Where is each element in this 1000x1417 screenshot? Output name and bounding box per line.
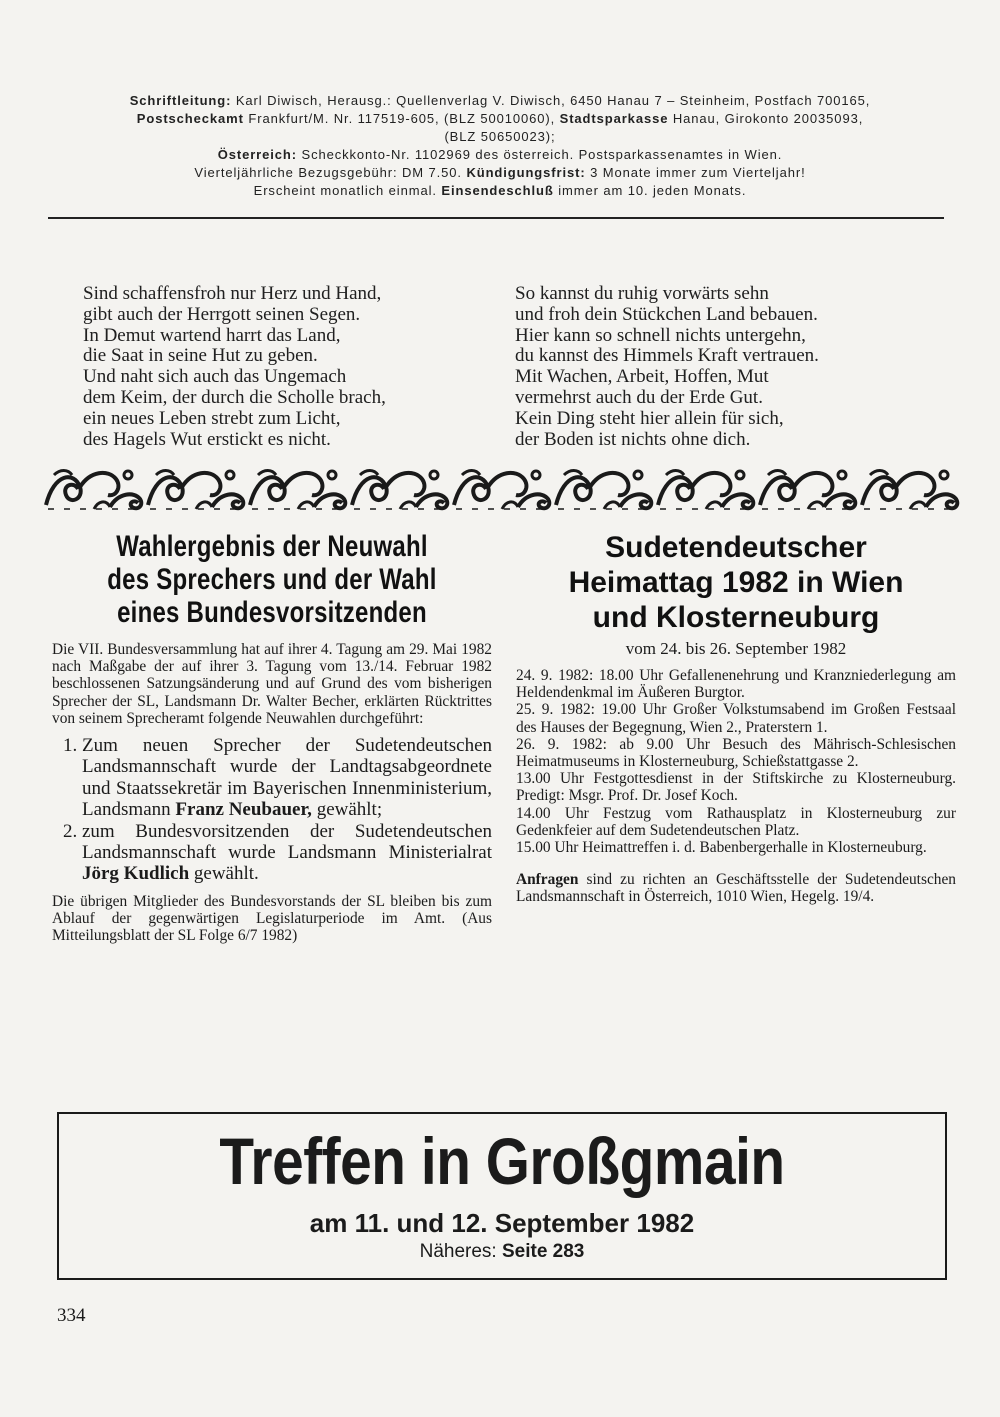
heimattag-article bbox=[516, 530, 956, 906]
election-headline: Wahlergebnis der Neuwahl des Sprechers und der Wahl eines Bundesvorsitzenden bbox=[107, 530, 437, 629]
poem-line: Hier kann so schnell nichts untergehn, bbox=[515, 324, 806, 346]
masthead-line: Erscheint monatlich einmal. Einsendeschluß immer am 10. jeden Monats. bbox=[253, 183, 747, 198]
program-entry: 25. 9. 1982: 19.00 Uhr Großer Volkstumsabend im Großen Festsaal des Hauses der Begegnung, Wien 2., Praterstern 1. bbox=[516, 701, 956, 736]
poem-line: So kannst du ruhig vorwärts sehn bbox=[515, 283, 769, 304]
masthead-line: Vierteljährliche Bezugsgebühr: DM 7.50. Kündigungsfrist: 3 Monate immer zum Vierteljahr! bbox=[194, 165, 806, 180]
program-entry: 13.00 Uhr Festgottesdienst in der Stiftskirche zu Klosterneuburg. Predigt: Msgr. Prof. Dr. Josef Koch. bbox=[516, 770, 956, 805]
masthead-line: Österreich: Scheckkonto-Nr. 1102969 des österreich. Postsparkassenamtes in Wien. bbox=[217, 147, 783, 162]
poem-left-stanza bbox=[83, 284, 386, 450]
heimattag-headline: Sudetendeutscher Heimattag 1982 in Wien und Klosterneuburg bbox=[568, 531, 904, 634]
poem-line: Mit Wachen, Arbeit, Hoffen, Mut bbox=[515, 366, 769, 388]
poem-line: die Saat in seine Hut zu geben. bbox=[83, 345, 318, 367]
list-item: 1. Zum neuen Sprecher der Sudetendeutschen Landsmannschaft wurde der Landtagsabgeordnete und Staatssekretär im Bayerischen Innenministerium, Landsmann Franz Neubauer, gewählt; bbox=[82, 735, 492, 821]
list-item: 2. zum Bundesvorsitzenden der Sudetendeutschen Landsmannschaft wurde Landsmann Ministerialrat Jörg Kudlich gewählt. bbox=[82, 821, 492, 885]
announcement-dates: am 11. und 12. September 1982 bbox=[309, 1208, 695, 1238]
poem-line: ein neues Leben strebt zum Licht, bbox=[83, 407, 341, 429]
masthead-line: Postscheckamt Frankfurt/M. Nr. 117519-605, (BLZ 50010060), Stadtsparkasse Hanau, Girokonto 20035093, bbox=[136, 111, 864, 126]
poem-line: Sind schaffensfroh nur Herz und Hand, bbox=[83, 283, 382, 304]
program-entry: 15.00 Uhr Heimattreffen i. d. Babenbergerhalle in Klosterneuburg. bbox=[516, 839, 927, 857]
heimattag-inquiry: Anfragen sind zu richten an Geschäftsstelle der Sudetendeutschen Landsmannschaft in Österreich, 1010 Wien, Hegelg. 19/4. bbox=[516, 871, 956, 906]
poem-line: gibt auch der Herrgott seinen Segen. bbox=[83, 303, 361, 325]
poem-line: du kannst des Himmels Kraft vertrauen. bbox=[515, 345, 819, 367]
poem-line: der Boden ist nichts ohne dich. bbox=[515, 428, 751, 450]
program-entry: 26. 9. 1982: ab 9.00 Uhr Besuch des Mährisch-Schlesischen Heimatmuseums in Klosterneuburg, Schießstattgasse 2. bbox=[516, 735, 956, 771]
election-outro: Die übrigen Mitglieder des Bundesvorstands der SL bleiben bis zum Ablauf der gegenwärtigen Legislaturperiode im Amt. (Aus Mitteilungsblatt der SL Folge 6/7 1982) bbox=[52, 892, 492, 945]
heimattag-program bbox=[516, 667, 956, 856]
election-article bbox=[52, 530, 492, 944]
announcement-box bbox=[57, 1112, 947, 1280]
program-entry: 14.00 Uhr Festzug vom Rathausplatz in Klosterneuburg zur Gedenkfeier auf dem Sudetendeutschen Platz. bbox=[516, 804, 956, 839]
poem-line: Und naht sich auch das Ungemach bbox=[83, 366, 347, 388]
announcement-title: Treffen in Großgmain bbox=[219, 1124, 785, 1198]
announcement-reference: Näheres: Seite 283 bbox=[419, 1241, 585, 1262]
poem-line: dem Keim, der durch die Scholle brach, bbox=[83, 386, 386, 408]
election-results-list bbox=[52, 735, 492, 885]
election-intro: Die VII. Bundesversammlung hat auf ihrer 4. Tagung am 29. Mai 1982 nach Maßgabe der auf ihrer 3. Tagung vom 13./14. Februar 1982 beschlossenen Satzungsänderung und auf Grund des vom bisherigen Sprecher der SL, Landsmann Dr. Walter Becher, erklärten Rücktrittes von seinem Sprecheramt folgende Neuwahlen durchgeführt: bbox=[52, 641, 492, 727]
heimattag-dates: vom 24. bis 26. September 1982 bbox=[625, 639, 847, 658]
poem-line: des Hagels Wut erstickt es nicht. bbox=[83, 428, 331, 450]
scroll-ornament-icon bbox=[44, 465, 960, 513]
masthead-line: (BLZ 50650023); bbox=[444, 129, 556, 144]
masthead bbox=[40, 92, 960, 200]
poem-right-stanza bbox=[515, 284, 819, 450]
masthead-divider bbox=[48, 217, 944, 219]
poem-line: In Demut wartend harrt das Land, bbox=[83, 324, 341, 346]
poem-line: Kein Ding steht hier allein für sich, bbox=[515, 407, 784, 429]
program-entry: 24. 9. 1982: 18.00 Uhr Gefallenenehrung und Kranzniederlegung am Heldendenkmal im Äußeren Burgtor. bbox=[516, 667, 956, 702]
poem-line: vermehrst auch du der Erde Gut. bbox=[515, 386, 763, 408]
masthead-line: Schriftleitung: Karl Diwisch, Herausg.: Quellenverlag V. Diwisch, 6450 Hanau 7 – Steinheim, Postfach 700165, bbox=[129, 93, 871, 108]
page-number: 334 bbox=[57, 1305, 86, 1326]
poem-line: und froh dein Stückchen Land bebauen. bbox=[515, 303, 818, 325]
